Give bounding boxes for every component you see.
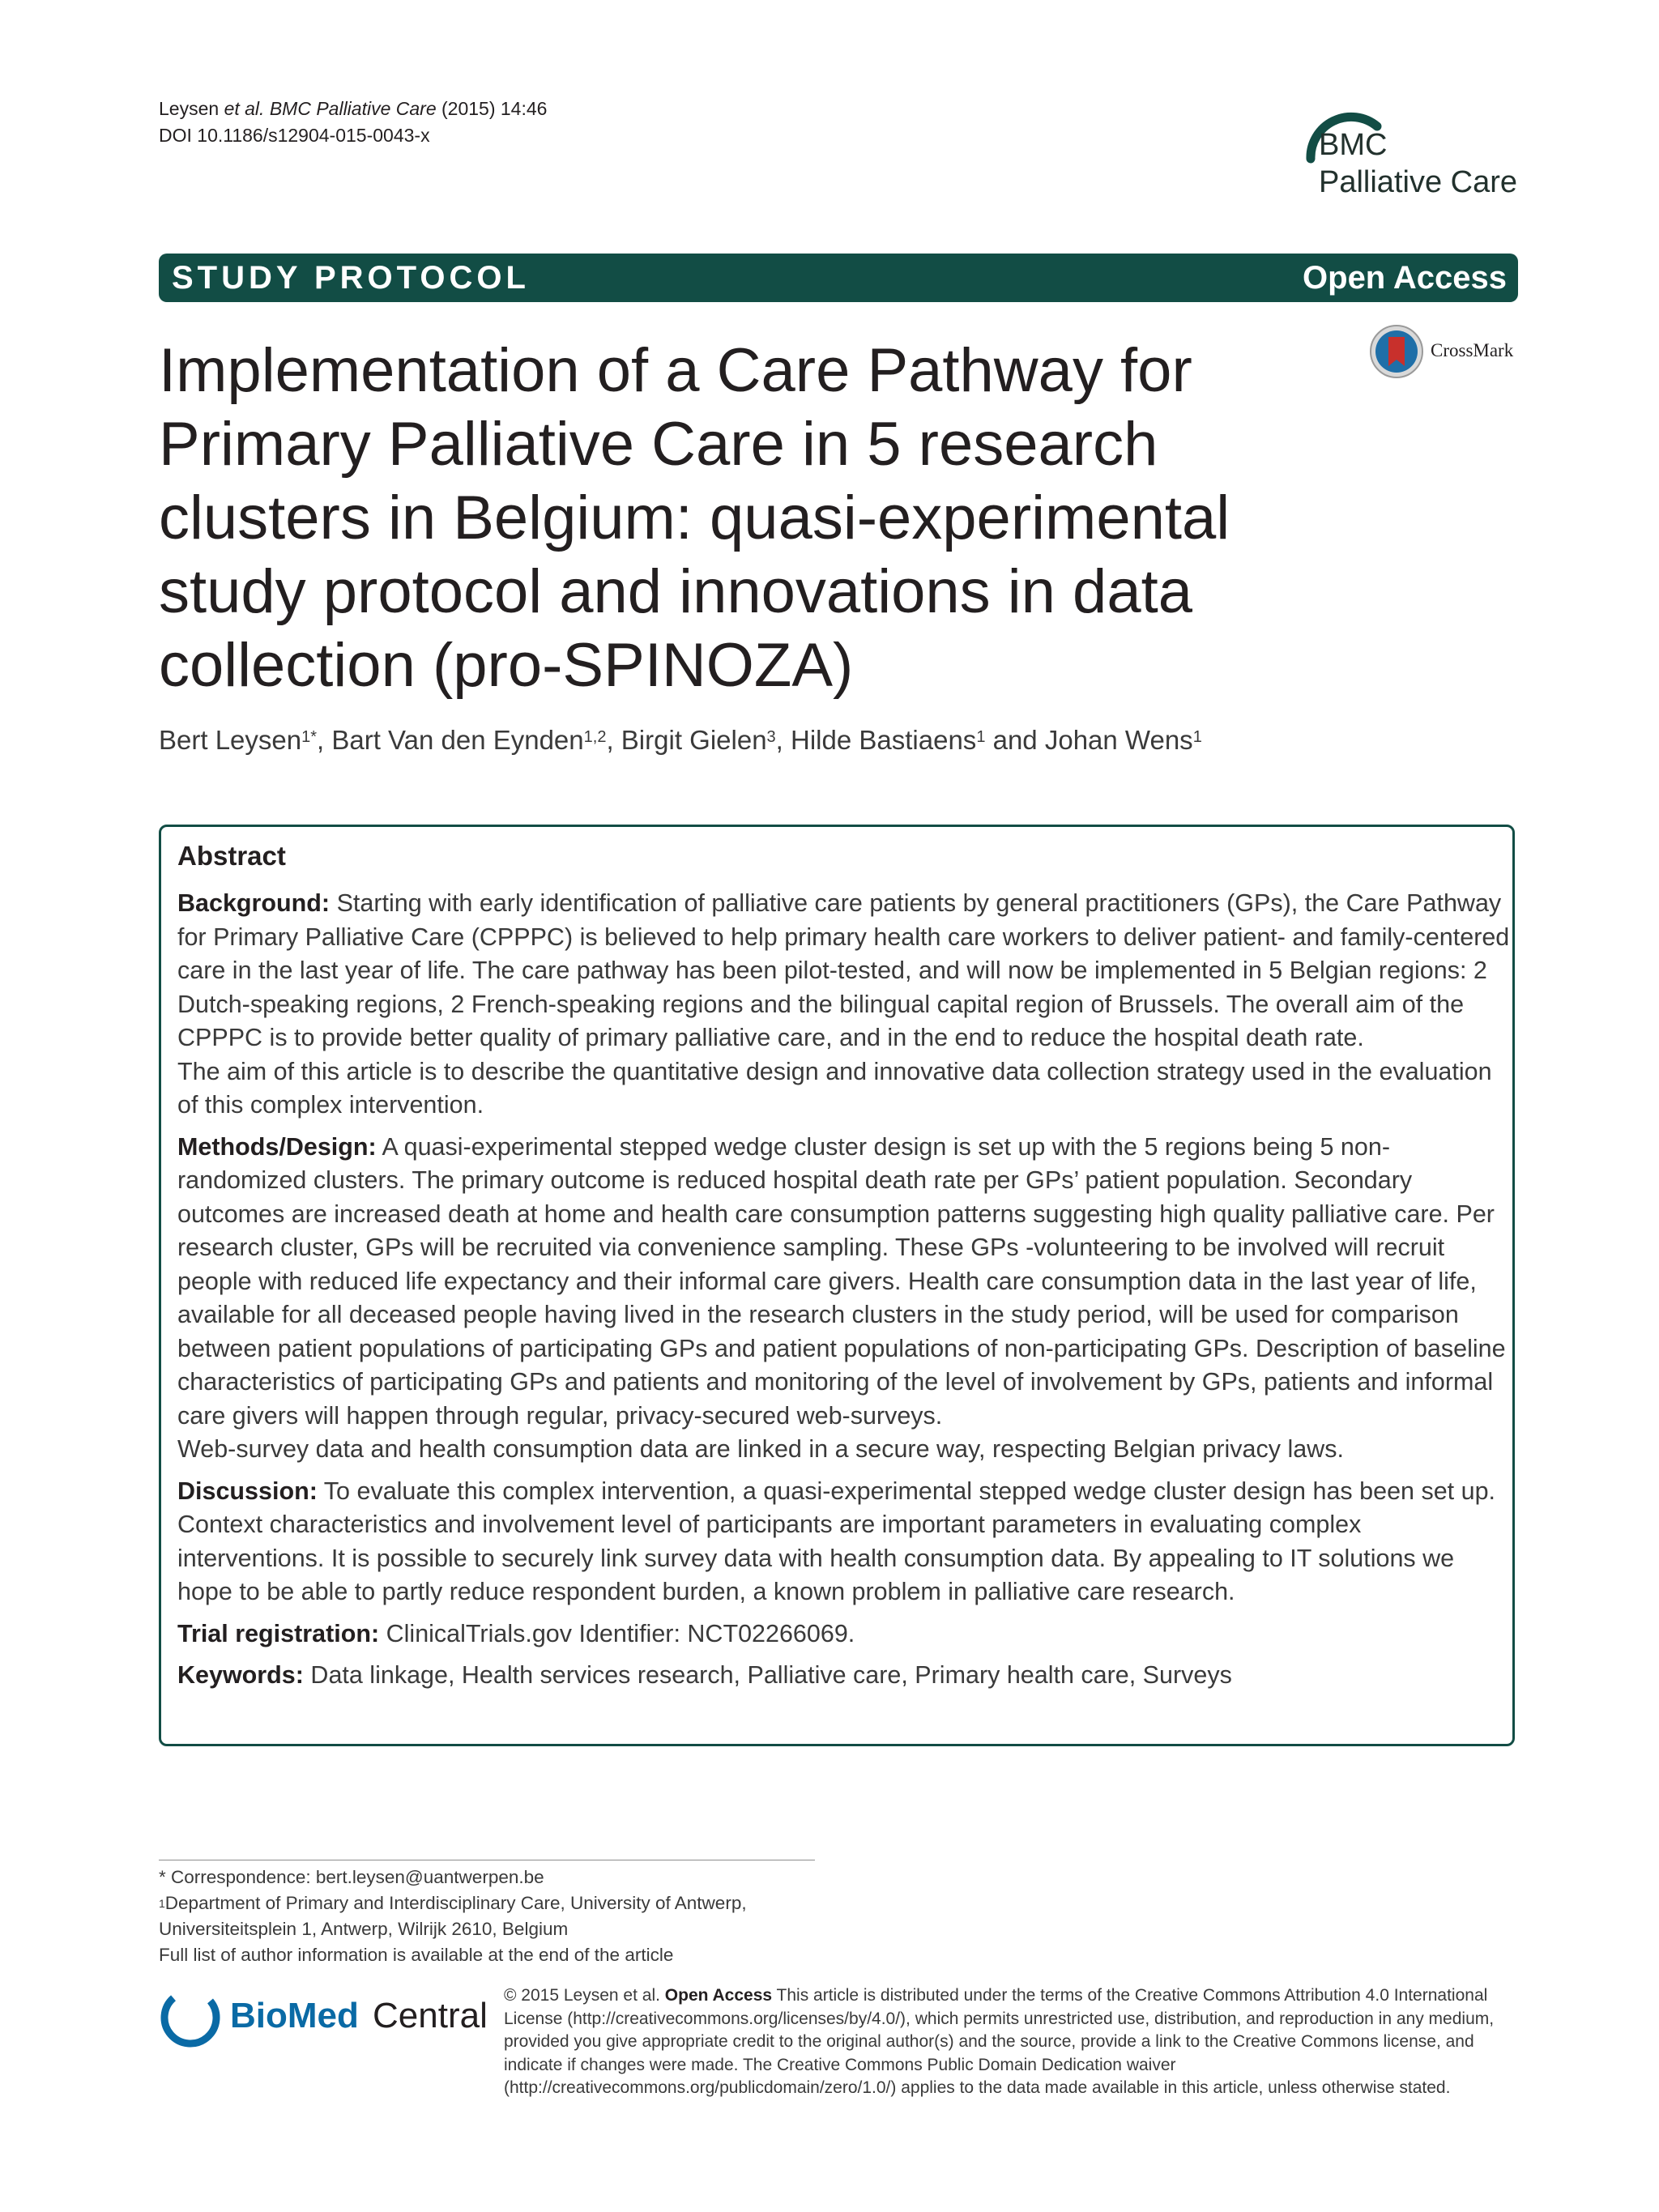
correspondence[interactable]: * Correspondence: bert.leysen@uantwerpen.be bbox=[159, 1867, 544, 1887]
author-list bbox=[159, 722, 1374, 758]
crossmark-badge[interactable] bbox=[1367, 322, 1529, 381]
author-separator: , bbox=[606, 725, 621, 755]
affiliation-1 bbox=[159, 1890, 888, 1942]
journal-logo-line2: Palliative Care bbox=[1319, 165, 1517, 199]
affiliation-marker: 1 bbox=[159, 1897, 165, 1910]
author-name: Bert Leysen bbox=[159, 725, 302, 755]
section-label: Keywords: bbox=[177, 1661, 304, 1689]
section-text: ClinicalTrials.gov Identifier: NCT02266069. bbox=[379, 1619, 855, 1647]
author-affiliation-marker: 1,2 bbox=[583, 728, 607, 746]
author-separator: and bbox=[985, 725, 1045, 755]
section-label: Background: bbox=[177, 889, 331, 917]
section-text: Starting with early identification of palliative care patients by general practitioners (GPs), the Care Pathway for Primary Palliative Care (CPPPC) is believed to help primary health care workers to deliver patient- and family-centered care in the last year of life. The care pathway has been pilot-tested, and will now be implemented in 5 Belgian regions: 2 Dutch-speaking regions, 2 French-speaking regions and the bilingual capital region of Brussels. The overall aim of the CPPPC is to provide better quality of primary palliative care, and in the end to reduce the hospital death rate. The aim of this article is to describe the quantitative design and innovative data collection strategy used in the evaluation of this complex intervention. bbox=[177, 889, 1510, 1119]
citation-journal: BMC Palliative Care bbox=[264, 98, 437, 119]
author-name: Birgit Gielen bbox=[621, 725, 767, 755]
citation-etal: et al. bbox=[224, 98, 265, 119]
license-open-access: Open Access bbox=[664, 1986, 773, 2005]
abstract-methods bbox=[177, 1131, 1514, 1467]
journal-logo[interactable] bbox=[1288, 96, 1531, 209]
author-separator: , bbox=[775, 725, 791, 755]
abstract-heading: Abstract bbox=[177, 841, 286, 871]
section-text: Data linkage, Health services research, Palliative care, Primary health care, Surveys bbox=[303, 1661, 1232, 1689]
abstract-discussion bbox=[177, 1475, 1514, 1609]
doi: DOI 10.1186/s12904-015-0043-x bbox=[159, 125, 430, 146]
affiliation-text: Department of Primary and Interdisciplinary Care, University of Antwerp, Universiteitsplein 1, Antwerp, Wilrijk 2610, Belgium bbox=[159, 1893, 747, 1939]
journal-logo-line1: BMC bbox=[1319, 128, 1388, 162]
citation-authors: Leysen bbox=[159, 98, 224, 119]
license-text: This article is distributed under the terms of the Creative Commons Attribution 4.0 International License (http://creativecommons.org/licenses/by/4.0/), which permits unrestricted use, distribution, and reproduction in any medium, provided you give appropriate credit to the original author(s) and the source, provide a link to the Creative Commons license, and indicate if changes were made. The Creative Commons Public Domain Dedication waiver (http://creativecommons.org/publicdomain/zero/1.0/) applies to the data made available in this article, unless otherwise stated. bbox=[504, 1986, 1495, 2097]
author-affiliation-marker: 3 bbox=[766, 728, 776, 746]
section-label: Trial registration: bbox=[177, 1619, 380, 1647]
publisher-name-bold: BioMed bbox=[230, 1996, 359, 2035]
citation-line bbox=[159, 96, 547, 122]
citation-year-volume: (2015) 14:46 bbox=[436, 98, 548, 119]
license-copyright: © 2015 Leysen et al. bbox=[504, 1986, 665, 2005]
abstract-background bbox=[177, 887, 1514, 1123]
section-text: A quasi-experimental stepped wedge cluster design is set up with the 5 regions being 5 non-randomized clusters. The primary outcome is reduced hospital death rate per GPs’ patient population. Secondary outcomes are increased death at home and health care consumption patterns suggesting high quality palliative care. Per research cluster, GPs will be recruited via convenience sampling. These GPs -volunteering to be involved will recruit people with reduced life expectancy and their informal care givers. Health care consumption data in the last year of life, available for all deceased people having lived in the research clusters in the study period, will be used for comparison between patient populations of participating GPs and patient populations of non-participating GPs. Description of baseline characteristics of participating GPs and patients and monitoring of the level of involvement by GPs, patients and informal care givers will happen through regular, privacy-secured web-surveys. Web-survey data and health consumption data are linked in a secure way, respecting Belgian privacy laws. bbox=[177, 1132, 1506, 1463]
citation-header bbox=[159, 96, 547, 149]
section-label: Methods/Design: bbox=[177, 1132, 377, 1161]
author-affiliation-marker: 1 bbox=[1192, 728, 1202, 746]
abstract-box bbox=[159, 825, 1515, 1746]
author-affiliation-marker: 1* bbox=[301, 728, 318, 746]
section-label: Discussion: bbox=[177, 1477, 318, 1505]
crossmark-label: CrossMark bbox=[1431, 340, 1514, 360]
author-affiliation-marker: 1 bbox=[976, 728, 986, 746]
author-name: Bart Van den Eynden bbox=[331, 725, 584, 755]
abstract-keywords bbox=[177, 1659, 1514, 1693]
section-text: To evaluate this complex intervention, a quasi-experimental stepped wedge cluster design has been set up. Context characteristics and involvement level of participants are important parameters in evaluating complex interventions. It is possible to securely link survey data with health consumption data. By appealing to IT solutions we hope to be able to partly reduce respondent burden, a known problem in palliative care research. bbox=[177, 1477, 1496, 1605]
license-statement bbox=[504, 1984, 1520, 2100]
abstract-content bbox=[177, 837, 1514, 1701]
crossmark-icon bbox=[1367, 322, 1426, 381]
author-separator: , bbox=[317, 725, 332, 755]
publisher-name-light: Central bbox=[373, 1996, 488, 2035]
article-type-label: STUDY PROTOCOL bbox=[172, 260, 530, 296]
author-name: Johan Wens bbox=[1044, 725, 1193, 755]
biomed-central-icon bbox=[159, 1986, 222, 2049]
author-name: Hilde Bastiaens bbox=[791, 725, 977, 755]
article-type-banner bbox=[159, 254, 1518, 302]
author-info-note: Full list of author information is available at the end of the article bbox=[159, 1945, 674, 1965]
footnotes bbox=[159, 1865, 888, 1968]
abstract-trial-registration bbox=[177, 1617, 1514, 1652]
publisher-logo[interactable] bbox=[159, 1986, 499, 2051]
article-title: Implementation of a Care Pathway for Primary Palliative Care in 5 research clusters in Belgium: quasi-experimental study protocol and innovations in data collection (pro-SPINOZA) bbox=[159, 336, 1230, 700]
open-access-label[interactable]: Open Access bbox=[1303, 260, 1507, 296]
